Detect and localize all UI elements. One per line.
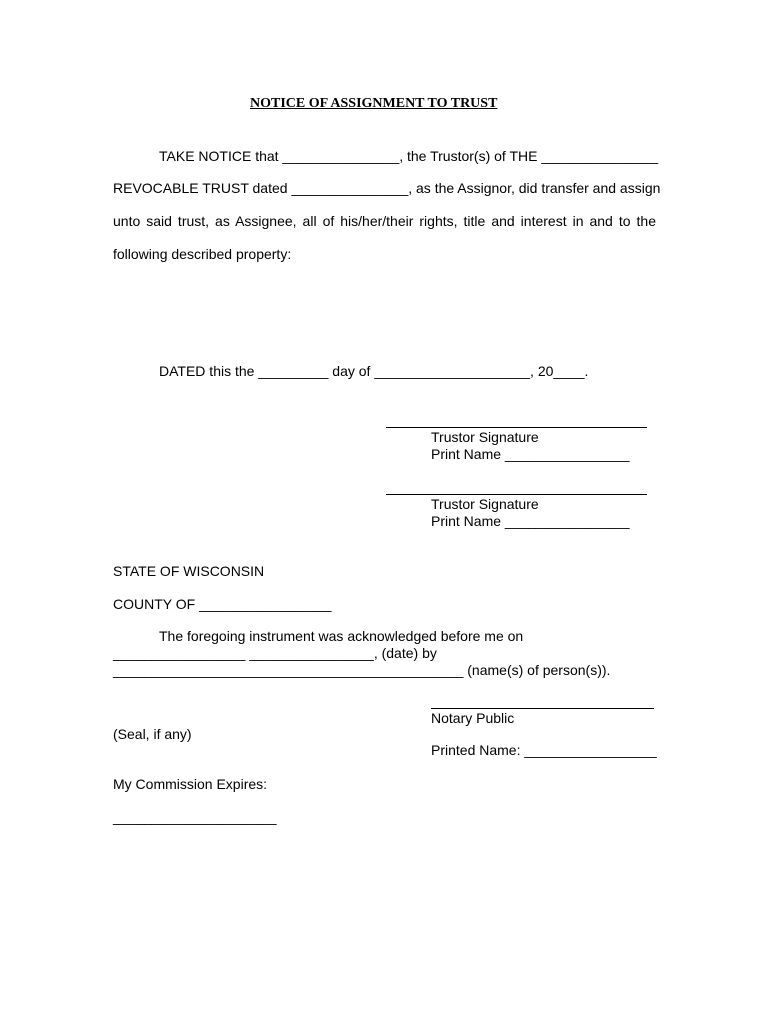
body-line-4: following described property: (113, 246, 292, 262)
acknowledgment-line-2: _________________ ________________, (date) by (113, 645, 437, 661)
notary-signature-line (431, 708, 654, 709)
commission-expires-label: My Commission Expires: (113, 776, 268, 792)
dated-line: DATED this the _________ day of ____________________, 20____. (159, 363, 589, 379)
acknowledgment-line-3: _____________________________________________ (name(s) of person(s)). (113, 662, 611, 678)
document-title: NOTICE OF ASSIGNMENT TO TRUST (250, 96, 498, 111)
notary-public-label: Notary Public (431, 710, 515, 726)
printed-name-field: Printed Name: _________________ (431, 742, 657, 758)
notary-county: COUNTY OF _________________ (113, 596, 332, 612)
seal-label: (Seal, if any) (113, 726, 192, 742)
commission-expires-blank: _____________________ (113, 809, 277, 825)
notary-state: STATE OF WISCONSIN (113, 563, 265, 579)
signature-line-2 (386, 494, 647, 495)
signature-print-name-1: Print Name ________________ (431, 446, 630, 462)
acknowledgment-line-1: The foregoing instrument was acknowledged before me on (159, 628, 524, 644)
body-line-2: REVOCABLE TRUST dated _______________, as the Assignor, did transfer and assign (113, 180, 661, 196)
body-line-3: unto said trust, as Assignee, all of his/her/their rights, title and interest in and to the (113, 213, 656, 229)
signature-line-1 (386, 427, 647, 428)
signature-print-name-2: Print Name ________________ (431, 513, 630, 529)
signature-role-2: Trustor Signature (431, 496, 539, 512)
body-line-1: TAKE NOTICE that _______________, the Trustor(s) of THE _______________ (159, 148, 659, 164)
signature-role-1: Trustor Signature (431, 429, 539, 445)
